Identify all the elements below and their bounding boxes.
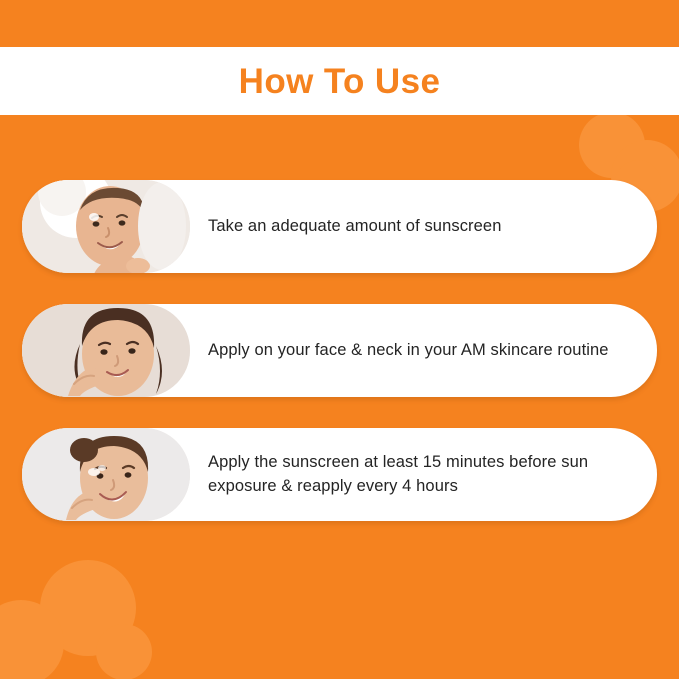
list-item: [22, 428, 657, 521]
decorative-blob-top-right-1: [579, 112, 645, 178]
step-1-image: [22, 180, 190, 273]
step-2-image: [22, 304, 190, 397]
list-item: [22, 180, 657, 273]
step-3-image: [22, 428, 190, 521]
decorative-blob-bottom-left-3: [96, 624, 152, 679]
steps-list: [0, 180, 679, 552]
list-item: [22, 304, 657, 397]
step-3-text: Apply the sunscreen at least 15 minutes before sun exposure & reapply every 4 hours: [208, 452, 589, 495]
decorative-blob-bottom-left-2: [0, 600, 64, 679]
decorative-blob-bottom-left-1: [40, 560, 136, 656]
step-1-text: Take an adequate amount of sunscreen: [208, 216, 502, 235]
header-band: [0, 47, 679, 115]
step-2-text: Apply on your face & neck in your AM skincare routine: [208, 340, 609, 359]
page-title: How To Use: [238, 61, 441, 101]
